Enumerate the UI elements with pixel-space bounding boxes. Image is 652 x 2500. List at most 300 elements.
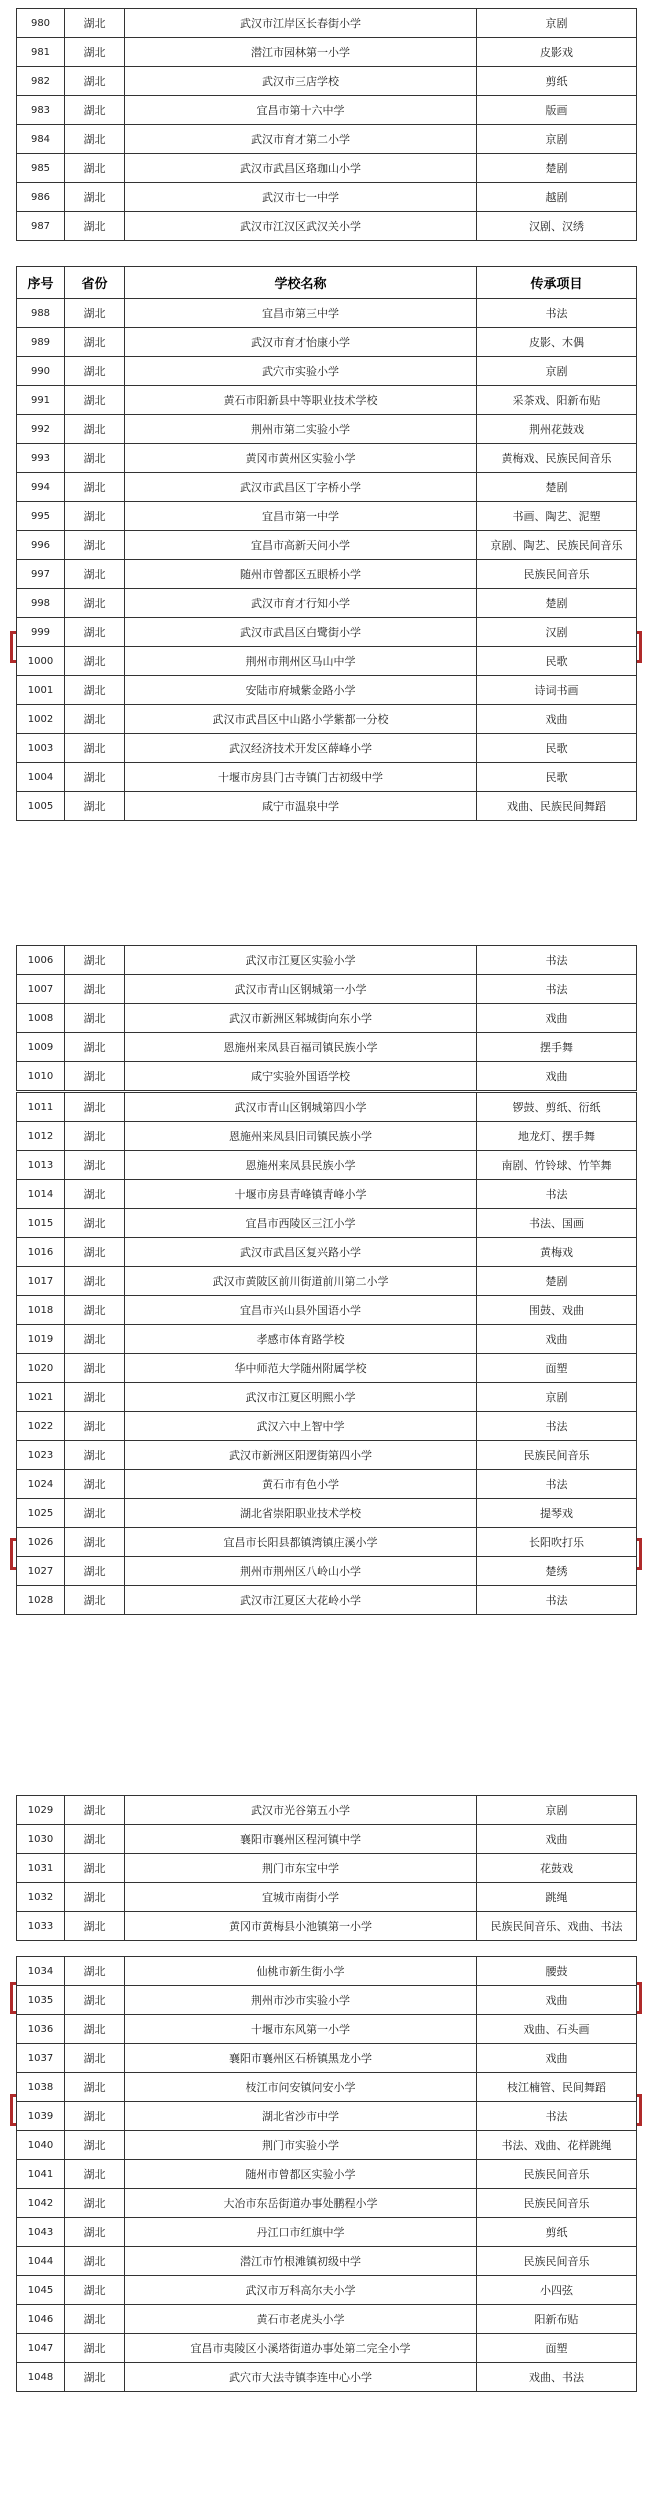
row-province: 湖北 xyxy=(65,705,125,734)
row-school-name: 武汉市青山区钢城第四小学 xyxy=(125,1093,477,1122)
row-school-name: 荆门市东宝中学 xyxy=(125,1854,477,1883)
row-school-name: 宜昌市兴山县外国语小学 xyxy=(125,1296,477,1325)
row-province: 湖北 xyxy=(65,1004,125,1033)
row-number: 985 xyxy=(17,154,65,183)
row-province: 湖北 xyxy=(65,2276,125,2305)
row-province: 湖北 xyxy=(65,1412,125,1441)
row-school-name: 武汉市武昌区白鹭街小学 xyxy=(125,618,477,647)
table-row xyxy=(17,299,637,328)
row-school-name: 咸宁实验外国语学校 xyxy=(125,1062,477,1091)
row-number: 1016 xyxy=(17,1238,65,1267)
row-number: 1018 xyxy=(17,1296,65,1325)
row-province: 湖北 xyxy=(65,2189,125,2218)
row-school-name: 宜昌市西陵区三江小学 xyxy=(125,1209,477,1238)
row-heritage-item: 剪纸 xyxy=(477,67,637,96)
row-number: 1007 xyxy=(17,975,65,1004)
row-province: 湖北 xyxy=(65,734,125,763)
row-number: 982 xyxy=(17,67,65,96)
row-school-name: 武汉市育才行知小学 xyxy=(125,589,477,618)
row-heritage-item: 戏曲 xyxy=(477,1825,637,1854)
table-row xyxy=(17,1267,637,1296)
table-row xyxy=(17,1557,637,1586)
table-row xyxy=(17,2276,637,2305)
row-number: 991 xyxy=(17,386,65,415)
row-heritage-item: 长阳吹打乐 xyxy=(477,1528,637,1557)
row-number: 1033 xyxy=(17,1912,65,1941)
row-number: 1029 xyxy=(17,1796,65,1825)
table-row xyxy=(17,1004,637,1033)
table-row xyxy=(17,1180,637,1209)
row-province: 湖北 xyxy=(65,2218,125,2247)
row-number: 1004 xyxy=(17,763,65,792)
table-row xyxy=(17,67,637,96)
row-heritage-item: 诗词书画 xyxy=(477,676,637,705)
row-school-name: 咸宁市温泉中学 xyxy=(125,792,477,821)
table-row xyxy=(17,38,637,67)
row-number: 1028 xyxy=(17,1586,65,1615)
row-school-name: 宜昌市第十六中学 xyxy=(125,96,477,125)
row-heritage-item: 书法 xyxy=(477,1470,637,1499)
row-heritage-item: 楚剧 xyxy=(477,589,637,618)
row-province: 湖北 xyxy=(65,1912,125,1941)
row-school-name: 湖北省崇阳职业技术学校 xyxy=(125,1499,477,1528)
row-number: 987 xyxy=(17,212,65,241)
row-school-name: 黄石市阳新县中等职业技术学校 xyxy=(125,386,477,415)
row-province: 湖北 xyxy=(65,2334,125,2363)
row-heritage-item: 黄梅戏 xyxy=(477,1238,637,1267)
row-province: 湖北 xyxy=(65,9,125,38)
row-heritage-item: 书法 xyxy=(477,1412,637,1441)
row-province: 湖北 xyxy=(65,1093,125,1122)
row-province: 湖北 xyxy=(65,1383,125,1412)
row-province: 湖北 xyxy=(65,560,125,589)
row-heritage-item: 汉剧、汉绣 xyxy=(477,212,637,241)
row-heritage-item: 阳新布贴 xyxy=(477,2305,637,2334)
row-number: 1040 xyxy=(17,2131,65,2160)
row-province: 湖北 xyxy=(65,2073,125,2102)
table-row xyxy=(17,1957,637,1986)
row-school-name: 武汉市育才怡康小学 xyxy=(125,328,477,357)
table-row xyxy=(17,1528,637,1557)
table-row xyxy=(17,2363,637,2392)
table-row xyxy=(17,1854,637,1883)
row-heritage-item: 面塑 xyxy=(477,1354,637,1383)
school-table xyxy=(16,1092,637,1615)
table-block-3 xyxy=(16,945,636,1091)
row-heritage-item: 楚剧 xyxy=(477,473,637,502)
row-number: 1014 xyxy=(17,1180,65,1209)
table-block-4 xyxy=(16,1092,636,1615)
row-number: 986 xyxy=(17,183,65,212)
table-row xyxy=(17,1209,637,1238)
row-school-name: 黄石市有色小学 xyxy=(125,1470,477,1499)
row-province: 湖北 xyxy=(65,1180,125,1209)
row-school-name: 孝感市体育路学校 xyxy=(125,1325,477,1354)
row-province: 湖北 xyxy=(65,1122,125,1151)
row-number: 1019 xyxy=(17,1325,65,1354)
row-heritage-item: 京剧、陶艺、民族民间音乐 xyxy=(477,531,637,560)
row-heritage-item: 南剧、竹铃球、竹竿舞 xyxy=(477,1151,637,1180)
table-row xyxy=(17,1825,637,1854)
row-number: 1003 xyxy=(17,734,65,763)
row-school-name: 襄阳市襄州区石桥镇黑龙小学 xyxy=(125,2044,477,2073)
row-heritage-item: 皮影戏 xyxy=(477,38,637,67)
row-heritage-item: 戏曲 xyxy=(477,1986,637,2015)
table-row xyxy=(17,444,637,473)
row-number: 1041 xyxy=(17,2160,65,2189)
row-number: 1023 xyxy=(17,1441,65,1470)
row-school-name: 黄冈市黄州区实验小学 xyxy=(125,444,477,473)
row-province: 湖北 xyxy=(65,502,125,531)
row-heritage-item: 锣鼓、剪纸、衍纸 xyxy=(477,1093,637,1122)
table-block-6 xyxy=(16,1956,636,2392)
row-province: 湖北 xyxy=(65,1557,125,1586)
school-table xyxy=(16,266,637,821)
row-number: 1025 xyxy=(17,1499,65,1528)
row-province: 湖北 xyxy=(65,589,125,618)
row-school-name: 湖北省沙市中学 xyxy=(125,2102,477,2131)
row-heritage-item: 楚剧 xyxy=(477,1267,637,1296)
row-number: 1011 xyxy=(17,1093,65,1122)
row-province: 湖北 xyxy=(65,1033,125,1062)
row-school-name: 武汉市青山区钢城第一小学 xyxy=(125,975,477,1004)
row-heritage-item: 京剧 xyxy=(477,1796,637,1825)
row-province: 湖北 xyxy=(65,1499,125,1528)
table-row xyxy=(17,1033,637,1062)
row-heritage-item: 民族民间音乐、戏曲、书法 xyxy=(477,1912,637,1941)
table-row xyxy=(17,1912,637,1941)
row-school-name: 恩施州来凤县旧司镇民族小学 xyxy=(125,1122,477,1151)
row-heritage-item: 采茶戏、阳新布贴 xyxy=(477,386,637,415)
table-row xyxy=(17,2160,637,2189)
row-school-name: 武汉市育才第二小学 xyxy=(125,125,477,154)
row-number: 1037 xyxy=(17,2044,65,2073)
table-row xyxy=(17,676,637,705)
row-school-name: 武汉市光谷第五小学 xyxy=(125,1796,477,1825)
row-school-name: 武汉市黄陂区前川街道前川第二小学 xyxy=(125,1267,477,1296)
row-province: 湖北 xyxy=(65,792,125,821)
row-number: 1031 xyxy=(17,1854,65,1883)
row-school-name: 宜昌市第一中学 xyxy=(125,502,477,531)
row-province: 湖北 xyxy=(65,2305,125,2334)
row-number: 1034 xyxy=(17,1957,65,1986)
row-school-name: 恩施州来凤县百福司镇民族小学 xyxy=(125,1033,477,1062)
row-number: 996 xyxy=(17,531,65,560)
table-row xyxy=(17,618,637,647)
row-number: 1005 xyxy=(17,792,65,821)
row-school-name: 黄冈市黄梅县小池镇第一小学 xyxy=(125,1912,477,1941)
row-heritage-item: 民歌 xyxy=(477,734,637,763)
row-heritage-item: 戏曲、书法 xyxy=(477,2363,637,2392)
row-province: 湖北 xyxy=(65,328,125,357)
header-province: 省份 xyxy=(65,267,125,299)
row-number: 998 xyxy=(17,589,65,618)
row-heritage-item: 书画、陶艺、泥塑 xyxy=(477,502,637,531)
row-heritage-item: 版画 xyxy=(477,96,637,125)
row-school-name: 武汉市武昌区丁字桥小学 xyxy=(125,473,477,502)
row-heritage-item: 民族民间音乐 xyxy=(477,560,637,589)
row-number: 1010 xyxy=(17,1062,65,1091)
table-row xyxy=(17,502,637,531)
row-province: 湖北 xyxy=(65,2102,125,2131)
row-school-name: 丹江口市红旗中学 xyxy=(125,2218,477,2247)
row-number: 995 xyxy=(17,502,65,531)
row-school-name: 荆州市沙市实验小学 xyxy=(125,1986,477,2015)
row-school-name: 武汉市三店学校 xyxy=(125,67,477,96)
row-school-name: 武汉市武昌区珞珈山小学 xyxy=(125,154,477,183)
row-heritage-item: 枝江楠管、民间舞蹈 xyxy=(477,2073,637,2102)
school-table xyxy=(16,1956,637,2392)
row-school-name: 黄石市老虎头小学 xyxy=(125,2305,477,2334)
row-province: 湖北 xyxy=(65,946,125,975)
row-heritage-item: 戏曲 xyxy=(477,1062,637,1091)
row-school-name: 宜昌市第三中学 xyxy=(125,299,477,328)
header-item: 传承项目 xyxy=(477,267,637,299)
row-school-name: 武汉六中上智中学 xyxy=(125,1412,477,1441)
table-row xyxy=(17,1470,637,1499)
row-heritage-item: 民歌 xyxy=(477,647,637,676)
row-province: 湖北 xyxy=(65,125,125,154)
table-row xyxy=(17,415,637,444)
row-province: 湖北 xyxy=(65,1986,125,2015)
row-heritage-item: 摆手舞 xyxy=(477,1033,637,1062)
row-school-name: 武汉市江夏区明熙小学 xyxy=(125,1383,477,1412)
table-row xyxy=(17,1296,637,1325)
row-heritage-item: 戏曲、石头画 xyxy=(477,2015,637,2044)
table-row xyxy=(17,9,637,38)
row-heritage-item: 书法 xyxy=(477,299,637,328)
row-heritage-item: 京剧 xyxy=(477,9,637,38)
row-province: 湖北 xyxy=(65,1354,125,1383)
row-heritage-item: 花鼓戏 xyxy=(477,1854,637,1883)
table-row xyxy=(17,154,637,183)
table-row xyxy=(17,96,637,125)
header-school: 学校名称 xyxy=(125,267,477,299)
table-row xyxy=(17,2073,637,2102)
row-province: 湖北 xyxy=(65,1825,125,1854)
row-province: 湖北 xyxy=(65,676,125,705)
row-province: 湖北 xyxy=(65,2247,125,2276)
school-table xyxy=(16,1795,637,1941)
row-province: 湖北 xyxy=(65,386,125,415)
row-school-name: 武汉市武昌区中山路小学紫都一分校 xyxy=(125,705,477,734)
row-heritage-item: 民歌 xyxy=(477,763,637,792)
row-school-name: 武汉市新洲区邾城街向东小学 xyxy=(125,1004,477,1033)
row-heritage-item: 围鼓、戏曲 xyxy=(477,1296,637,1325)
table-row xyxy=(17,1122,637,1151)
table-row xyxy=(17,763,637,792)
row-number: 999 xyxy=(17,618,65,647)
row-heritage-item: 提琴戏 xyxy=(477,1499,637,1528)
row-number: 983 xyxy=(17,96,65,125)
table-row xyxy=(17,1986,637,2015)
row-province: 湖北 xyxy=(65,975,125,1004)
row-heritage-item: 汉剧 xyxy=(477,618,637,647)
table-row xyxy=(17,2218,637,2247)
row-school-name: 武汉市江夏区大花岭小学 xyxy=(125,1586,477,1615)
row-province: 湖北 xyxy=(65,2363,125,2392)
row-heritage-item: 黄梅戏、民族民间音乐 xyxy=(477,444,637,473)
row-number: 1008 xyxy=(17,1004,65,1033)
row-heritage-item: 京剧 xyxy=(477,1383,637,1412)
row-number: 1000 xyxy=(17,647,65,676)
row-school-name: 武汉市七一中学 xyxy=(125,183,477,212)
table-row xyxy=(17,125,637,154)
row-heritage-item: 戏曲 xyxy=(477,2044,637,2073)
row-province: 湖北 xyxy=(65,299,125,328)
row-province: 湖北 xyxy=(65,1854,125,1883)
row-school-name: 随州市曾都区实验小学 xyxy=(125,2160,477,2189)
header-no: 序号 xyxy=(17,267,65,299)
row-heritage-item: 戏曲 xyxy=(477,1004,637,1033)
row-province: 湖北 xyxy=(65,1586,125,1615)
row-province: 湖北 xyxy=(65,1267,125,1296)
row-heritage-item: 京剧 xyxy=(477,125,637,154)
table-block-1 xyxy=(16,8,636,241)
row-school-name: 武汉市江岸区长春街小学 xyxy=(125,9,477,38)
row-number: 1027 xyxy=(17,1557,65,1586)
row-number: 1020 xyxy=(17,1354,65,1383)
row-school-name: 武穴市大法寺镇李连中心小学 xyxy=(125,2363,477,2392)
row-school-name: 襄阳市襄州区程河镇中学 xyxy=(125,1825,477,1854)
row-province: 湖北 xyxy=(65,1062,125,1091)
row-school-name: 荆州市第二实验小学 xyxy=(125,415,477,444)
row-province: 湖北 xyxy=(65,1957,125,1986)
row-school-name: 荆州市荆州区八岭山小学 xyxy=(125,1557,477,1586)
table-row xyxy=(17,2131,637,2160)
table-row xyxy=(17,357,637,386)
row-heritage-item: 皮影、木偶 xyxy=(477,328,637,357)
table-row xyxy=(17,975,637,1004)
row-heritage-item: 面塑 xyxy=(477,2334,637,2363)
row-number: 988 xyxy=(17,299,65,328)
row-number: 1036 xyxy=(17,2015,65,2044)
table-row xyxy=(17,531,637,560)
row-number: 1024 xyxy=(17,1470,65,1499)
row-school-name: 仙桃市新生街小学 xyxy=(125,1957,477,1986)
row-heritage-item: 京剧 xyxy=(477,357,637,386)
row-school-name: 宜昌市长阳县都镇湾镇庄溪小学 xyxy=(125,1528,477,1557)
row-number: 1012 xyxy=(17,1122,65,1151)
row-province: 湖北 xyxy=(65,2015,125,2044)
row-number: 1042 xyxy=(17,2189,65,2218)
row-province: 湖北 xyxy=(65,763,125,792)
row-number: 1047 xyxy=(17,2334,65,2363)
row-heritage-item: 书法 xyxy=(477,975,637,1004)
row-number: 1022 xyxy=(17,1412,65,1441)
row-school-name: 荆州市荆州区马山中学 xyxy=(125,647,477,676)
table-block-5 xyxy=(16,1795,636,1941)
table-row xyxy=(17,2102,637,2131)
row-school-name: 潜江市园林第一小学 xyxy=(125,38,477,67)
row-province: 湖北 xyxy=(65,38,125,67)
row-number: 1048 xyxy=(17,2363,65,2392)
table-row xyxy=(17,473,637,502)
row-school-name: 随州市曾都区五眼桥小学 xyxy=(125,560,477,589)
row-heritage-item: 书法、国画 xyxy=(477,1209,637,1238)
table-row xyxy=(17,1238,637,1267)
row-heritage-item: 民族民间音乐 xyxy=(477,1441,637,1470)
row-heritage-item: 书法 xyxy=(477,946,637,975)
row-heritage-item: 书法、戏曲、花样跳绳 xyxy=(477,2131,637,2160)
row-school-name: 武汉市新洲区阳逻街第四小学 xyxy=(125,1441,477,1470)
row-province: 湖北 xyxy=(65,1470,125,1499)
row-school-name: 武穴市实验小学 xyxy=(125,357,477,386)
row-number: 1044 xyxy=(17,2247,65,2276)
row-province: 湖北 xyxy=(65,1151,125,1180)
row-number: 994 xyxy=(17,473,65,502)
row-number: 1043 xyxy=(17,2218,65,2247)
row-province: 湖北 xyxy=(65,2131,125,2160)
row-school-name: 十堰市东风第一小学 xyxy=(125,2015,477,2044)
table-row xyxy=(17,1354,637,1383)
row-heritage-item: 腰鼓 xyxy=(477,1957,637,1986)
row-number: 1021 xyxy=(17,1383,65,1412)
table-row xyxy=(17,1412,637,1441)
table-row xyxy=(17,328,637,357)
row-school-name: 安陆市府城紫金路小学 xyxy=(125,676,477,705)
row-number: 1026 xyxy=(17,1528,65,1557)
table-row xyxy=(17,734,637,763)
row-number: 1017 xyxy=(17,1267,65,1296)
row-school-name: 荆门市实验小学 xyxy=(125,2131,477,2160)
row-heritage-item: 民族民间音乐 xyxy=(477,2189,637,2218)
table-row xyxy=(17,2015,637,2044)
row-province: 湖北 xyxy=(65,1238,125,1267)
row-heritage-item: 民族民间音乐 xyxy=(477,2160,637,2189)
table-row xyxy=(17,183,637,212)
row-province: 湖北 xyxy=(65,1441,125,1470)
row-province: 湖北 xyxy=(65,444,125,473)
row-province: 湖北 xyxy=(65,2044,125,2073)
row-number: 981 xyxy=(17,38,65,67)
row-school-name: 武汉经济技术开发区薛峰小学 xyxy=(125,734,477,763)
row-school-name: 武汉市江汉区武汉关小学 xyxy=(125,212,477,241)
table-row xyxy=(17,1883,637,1912)
row-province: 湖北 xyxy=(65,357,125,386)
row-number: 1039 xyxy=(17,2102,65,2131)
row-province: 湖北 xyxy=(65,67,125,96)
row-number: 993 xyxy=(17,444,65,473)
row-heritage-item: 小四弦 xyxy=(477,2276,637,2305)
row-heritage-item: 书法 xyxy=(477,1180,637,1209)
table-row xyxy=(17,705,637,734)
row-heritage-item: 剪纸 xyxy=(477,2218,637,2247)
table-row xyxy=(17,560,637,589)
row-province: 湖北 xyxy=(65,1528,125,1557)
row-province: 湖北 xyxy=(65,473,125,502)
row-school-name: 十堰市房县门古寺镇门古初级中学 xyxy=(125,763,477,792)
table-row xyxy=(17,589,637,618)
row-number: 1006 xyxy=(17,946,65,975)
table-row xyxy=(17,1441,637,1470)
row-province: 湖北 xyxy=(65,2160,125,2189)
row-heritage-item: 跳绳 xyxy=(477,1883,637,1912)
row-number: 1013 xyxy=(17,1151,65,1180)
table-row xyxy=(17,386,637,415)
row-province: 湖北 xyxy=(65,1796,125,1825)
row-school-name: 恩施州来凤县民族小学 xyxy=(125,1151,477,1180)
row-number: 1002 xyxy=(17,705,65,734)
table-row xyxy=(17,2334,637,2363)
row-province: 湖北 xyxy=(65,1325,125,1354)
row-heritage-item: 书法 xyxy=(477,2102,637,2131)
table-row xyxy=(17,1093,637,1122)
row-heritage-item: 书法 xyxy=(477,1586,637,1615)
row-school-name: 十堰市房县青峰镇青峰小学 xyxy=(125,1180,477,1209)
row-number: 1038 xyxy=(17,2073,65,2102)
row-school-name: 华中师范大学随州附属学校 xyxy=(125,1354,477,1383)
